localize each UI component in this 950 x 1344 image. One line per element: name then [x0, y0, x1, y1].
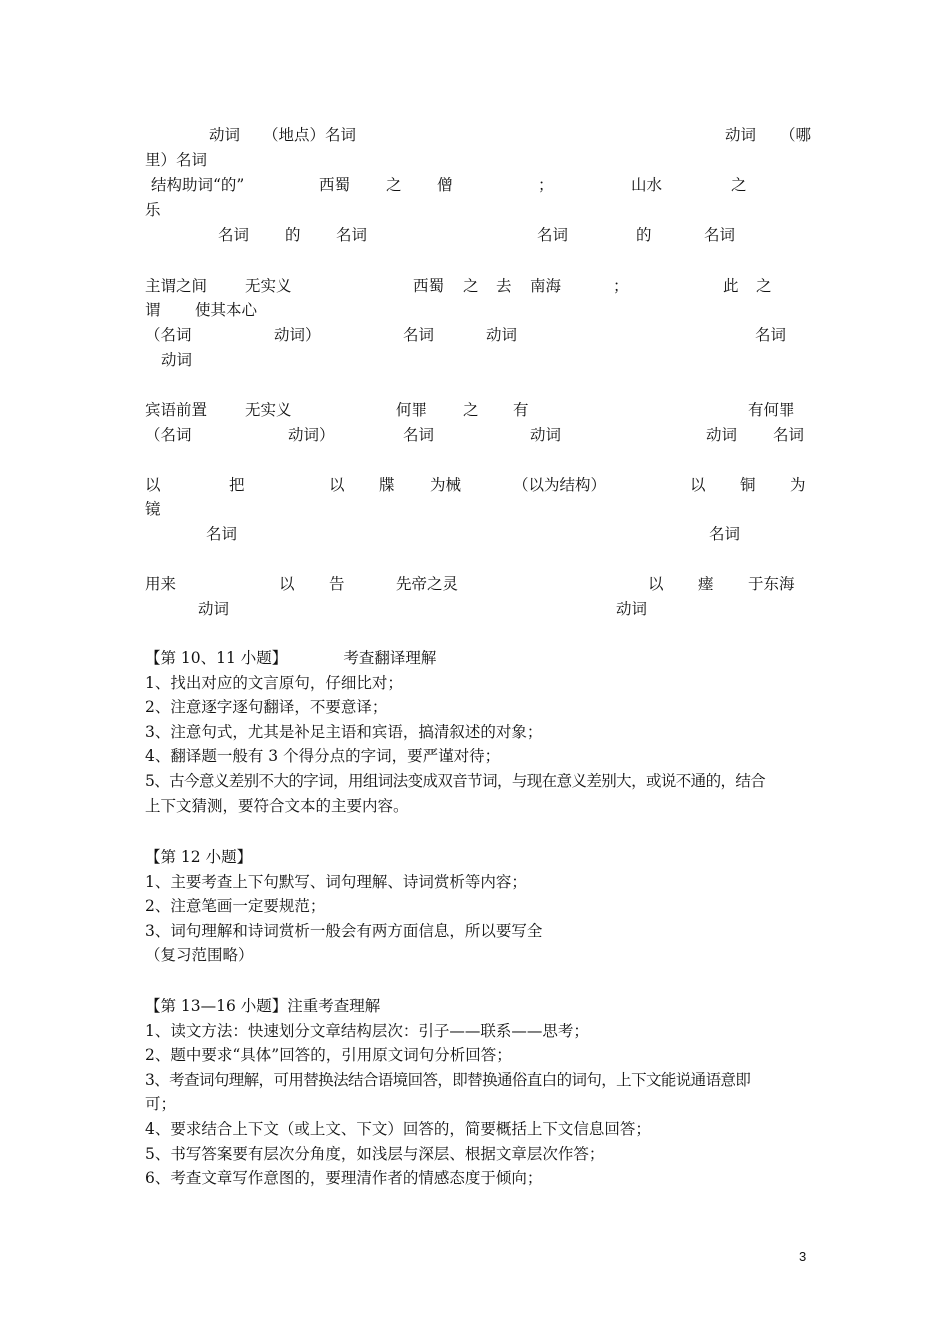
row5-g: 以	[690, 476, 706, 494]
row4-l: 名词	[773, 426, 805, 444]
row2-a: 结构助词“的”	[151, 176, 245, 194]
row3-e: 去	[496, 277, 512, 295]
section-13-16-line: 5、书写答案要有层次分角度，如浅层与深层、根据文章层次作答；	[145, 1144, 605, 1163]
row6-i: 动词	[616, 600, 648, 618]
row5-a: 以	[145, 476, 161, 494]
row1-a: 动词	[209, 126, 241, 144]
row5-d: 牒	[379, 476, 395, 494]
row3-l: （名词	[145, 326, 192, 344]
row3-a: 主谓之间	[145, 277, 208, 295]
row3-n: 名词	[403, 326, 435, 344]
row4-h: 动词）	[288, 426, 335, 444]
row5-j: 镜	[145, 500, 161, 518]
row6-d: 先帝之灵	[396, 575, 459, 593]
section-13-16-line: 4、要求结合上下文（或上文、下文）回答的，简要概括上下文信息回答；	[145, 1119, 651, 1138]
section-13-16-line: 6、考查文章写作意图的，要理清作者的情感态度于倾向；	[145, 1169, 543, 1188]
row4-b: 无实义	[245, 401, 292, 419]
section-10-11-line: 1、找出对应的文言原句，仔细比对；	[145, 673, 403, 692]
section-12-line: 1、主要考查上下句默写、词句理解、诗词赏析等内容；	[145, 872, 527, 891]
row5-c: 以	[329, 476, 345, 494]
section-12-line: 3、词句理解和诗词赏析一般会有两方面信息，所以要写全	[145, 921, 543, 940]
row6-a: 用来	[145, 575, 177, 593]
row6-h: 动词	[198, 600, 230, 618]
row3-p: 名词	[755, 326, 787, 344]
row2-h: 乐	[145, 201, 161, 219]
row4-g: （名词	[145, 426, 192, 444]
row3-m: 动词）	[274, 326, 321, 344]
row5-f: （以为结构）	[513, 476, 607, 494]
row4-f: 有何罪	[748, 401, 795, 419]
row3-f: 南海	[530, 277, 562, 295]
row4-k: 动词	[706, 426, 738, 444]
section-12-line: 2、注意笔画一定要规范；	[145, 897, 326, 916]
row4-c: 何罪	[396, 401, 428, 419]
section-13-16-line: 3、考查词句理解，可用替换法结合语境回答，即替换通俗直白的词句，上下文能说通语意即	[145, 1070, 751, 1089]
row2-m: 的	[636, 226, 652, 244]
page-number: 3	[799, 1249, 807, 1264]
section-10-11-line: 3、注意句式，尤其是补足主语和宾语，搞清叙述的对象；	[145, 722, 543, 741]
row1-d: （哪	[780, 126, 812, 144]
row5-l: 名词	[709, 525, 741, 543]
section-13-16-line: 1、读文方法：快速划分文章结构层次：引子——联系——思考；	[145, 1021, 589, 1040]
section-10-11	[145, 646, 810, 818]
section-12	[145, 845, 810, 968]
row4-i: 名词	[403, 426, 435, 444]
row5-e: 为械	[430, 476, 462, 494]
row3-k: 使其本心	[195, 301, 258, 319]
row2-d: 僧	[437, 176, 453, 194]
row3-g: ；	[613, 277, 629, 295]
row3-c: 西蜀	[413, 277, 445, 295]
row3-d: 之	[463, 277, 479, 295]
row2-f: 山水	[631, 176, 663, 194]
row2-i: 名词	[218, 226, 250, 244]
row3-b: 无实义	[245, 277, 292, 295]
row4-d: 之	[463, 401, 479, 419]
row3-i: 之	[756, 277, 772, 295]
section-13-16-line: 可；	[145, 1095, 177, 1114]
row6-e: 以	[648, 575, 664, 593]
row2-g: 之	[731, 176, 747, 194]
section-13-16-heading: 【第 13—16 小题】注重考查理解	[145, 997, 381, 1015]
section-12-line: （复习范围略）	[145, 946, 254, 965]
row2-c: 之	[386, 176, 402, 194]
row4-a: 宾语前置	[145, 401, 208, 419]
section-10-11-heading: 【第 10、11 小题】	[145, 649, 288, 667]
row3-o: 动词	[486, 326, 518, 344]
row2-k: 名词	[336, 226, 368, 244]
section-13-16	[145, 994, 810, 1191]
row6-c: 告	[329, 575, 345, 593]
row1-c: 动词	[725, 126, 757, 144]
row1-b: （地点）名词	[263, 126, 357, 144]
row2-n: 名词	[704, 226, 736, 244]
section-10-11-line: 4、翻译题一般有 3 个得分点的字词，要严谨对待；	[145, 747, 501, 766]
row5-h: 铜	[740, 476, 756, 494]
row2-e: ；	[538, 176, 554, 194]
row3-j: 谓	[145, 301, 161, 319]
row4-j: 动词	[530, 426, 562, 444]
row5-b: 把	[229, 476, 245, 494]
row2-b: 西蜀	[319, 176, 351, 194]
row3-q: 动词	[161, 351, 193, 369]
row6-b: 以	[279, 575, 295, 593]
row5-i: 为	[790, 476, 806, 494]
row5-k: 名词	[206, 525, 238, 543]
row3-h: 此	[723, 277, 739, 295]
section-10-11-line: 5、古今意义差别不大的字词，用组词法变成双音节词，与现在意义差别大，或说不通的，结合	[145, 771, 766, 790]
section-12-heading: 【第 12 小题】	[145, 848, 253, 866]
row4-e: 有	[513, 401, 529, 419]
section-10-11-subtitle: 考查翻译理解	[343, 649, 437, 667]
row1-e: 里）名词	[145, 151, 208, 169]
section-10-11-line: 上下文猜测，要符合文本的主要内容。	[145, 796, 409, 815]
row6-f: 瘗	[698, 575, 714, 593]
row6-g: 于东海	[748, 575, 795, 593]
row2-j: 的	[285, 226, 301, 244]
section-13-16-line: 2、题中要求“具体”回答的，引用原文词句分析回答；	[145, 1046, 512, 1065]
section-10-11-line: 2、注意逐字逐句翻译，不要意译；	[145, 698, 388, 717]
section-10-11-heading-line	[145, 646, 810, 671]
row2-l: 名词	[537, 226, 569, 244]
